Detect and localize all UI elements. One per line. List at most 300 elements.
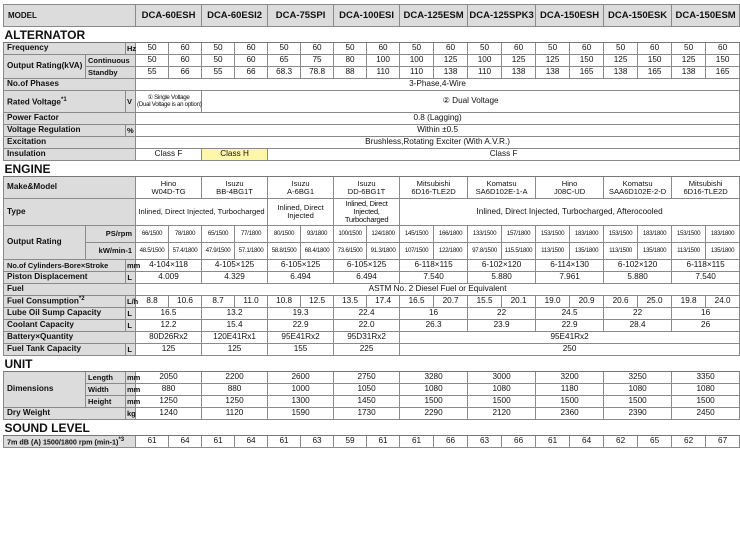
frequency-row [4,43,740,55]
ps-value: 124/1800 [367,225,400,242]
length-value: 3250 [604,371,672,383]
dimensions-label: Dimensions [4,371,86,407]
standby-label: Standby [86,67,136,79]
cylinders-value: 6-105×125 [268,259,334,271]
dry-weight-label: Dry Weight [4,407,126,419]
continuous-value: 150 [706,55,740,67]
cylinders-value: 4-104×118 [136,259,202,271]
sound-level-value: 64 [570,435,604,447]
width-value: 1050 [334,383,400,395]
rated-voltage-unit: V [126,91,136,113]
ps-value: 65/1500 [202,225,235,242]
coolant-value: 15.4 [202,319,268,331]
standby-value: 110 [468,67,502,79]
insulation-label: Insulation [4,149,136,161]
engine-make: Hino J08C-UD [536,177,604,199]
fuel-consumption-value: 10.8 [268,295,301,307]
engine-type-row [4,199,740,226]
battery-value: 80D26Rx2 [136,331,202,343]
fuel-consumption-value: 17.4 [367,295,400,307]
kw-value: 57.1/1800 [235,242,268,259]
ps-value: 153/1500 [604,225,638,242]
model-name: DCA-100ESI [334,5,400,27]
model-name: DCA-150ESH [536,5,604,27]
continuous-value: 125 [536,55,570,67]
engine-make: Komatsu SA6D102E-1-A [468,177,536,199]
height-row [4,395,740,407]
make-model-label: Make&Model [4,177,136,199]
sound-level-value: 65 [638,435,672,447]
model-header-row [4,5,740,27]
kw-value: 113/1500 [604,242,638,259]
section-alternator: ALTERNATOR [4,27,740,43]
frequency-label: Frequency [4,43,126,55]
dual-voltage-value: ② Dual Voltage [202,91,740,113]
displacement-value: 4.329 [202,271,268,283]
dry-weight-value: 2450 [672,407,740,419]
kw-value: 122/1800 [434,242,468,259]
standby-value: 138 [434,67,468,79]
output-continuous-row [4,55,740,67]
battery-value: 95E41Rx2 [268,331,334,343]
kw-value: 135/1800 [638,242,672,259]
insulation-value: Class F [136,149,202,161]
standby-value: 88 [334,67,367,79]
fuel-consumption-row [4,295,740,307]
insulation-value-highlight: Class H [202,149,268,161]
cylinders-unit: mm [127,260,141,270]
coolant-label: Coolant Capacity [4,319,126,331]
fuel-consumption-value: 20.9 [570,295,604,307]
sound-level-value: 61 [536,435,570,447]
sound-level-value: 66 [502,435,536,447]
engine-make: Mitsubishi 6D16-TLE2D [672,177,740,199]
sound-level-row [4,435,740,447]
voltage-regulation-value: Within ±0.5 [136,125,740,137]
sound-level-value: 61 [202,435,235,447]
fuel-tank-unit: L [126,343,136,355]
frequency-value: 50 [136,43,169,55]
ps-value: 153/1500 [536,225,570,242]
fuel-consumption-value: 16.5 [400,295,434,307]
fuel-consumption-value: 11.0 [235,295,268,307]
displacement-value: 7.961 [536,271,604,283]
width-value: 880 [136,383,202,395]
sound-level-value: 61 [268,435,301,447]
excitation-row [4,137,740,149]
length-value: 2600 [268,371,334,383]
frequency-value: 50 [202,43,235,55]
height-value: 1500 [536,395,604,407]
standby-value: 138 [536,67,570,79]
engine-type-value: Inlined, Direct Injected [268,199,334,226]
engine-make: Komatsu SAA6D102E-2-D [604,177,672,199]
fuel-tank-value: 125 [202,343,268,355]
displacement-value: 6.494 [268,271,334,283]
cylinders-value: 6-102×120 [468,259,536,271]
model-label: MODEL [4,5,136,27]
dry-weight-row [4,407,740,419]
height-value: 1500 [604,395,672,407]
fuel-tank-value: 155 [268,343,334,355]
engine-make: Hino W04D-TG [136,177,202,199]
fuel-consumption-value: 10.6 [169,295,202,307]
section-engine: ENGINE [4,161,740,177]
ps-value: 93/1800 [301,225,334,242]
height-value: 1500 [400,395,468,407]
fuel-consumption-value: 12.5 [301,295,334,307]
kw-value: 107/1500 [400,242,434,259]
frequency-value: 60 [169,43,202,55]
frequency-value: 60 [706,43,740,55]
dry-weight-value: 1120 [202,407,268,419]
width-row [4,383,740,395]
excitation-label: Excitation [4,137,136,149]
sound-level-value: 66 [434,435,468,447]
dry-weight-value: 2120 [468,407,536,419]
engine-ps-row [4,225,740,242]
dry-weight-unit: kg [127,408,136,418]
width-value: 1180 [536,383,604,395]
frequency-value: 60 [301,43,334,55]
height-value: 1300 [268,395,334,407]
voltage-regulation-label: Voltage Regulation [4,125,126,137]
length-value: 3000 [468,371,536,383]
dry-weight-value: 2360 [536,407,604,419]
engine-type-label: Type [4,199,136,226]
displacement-value: 4.009 [136,271,202,283]
fuel-row [4,283,740,295]
coolant-value: 26.3 [400,319,468,331]
footnote-mark: *3 [118,437,125,444]
fuel-consumption-value: 15.5 [468,295,502,307]
sound-level-label: 7m dB (A) 1500/1800 rpm $(\min-1)^{*3}$ [4,435,136,447]
fuel-consumption-label: Fuel Consumption$^{*2}$ [4,295,126,307]
voltage-regulation-row [4,125,740,137]
continuous-value: 150 [570,55,604,67]
standby-value: 110 [400,67,434,79]
coolant-value: 28.4 [604,319,672,331]
ps-value: 183/1800 [570,225,604,242]
frequency-value: 50 [268,43,301,55]
excitation-value: Brushless,Rotating Exciter (With A.V.R.) [136,137,740,149]
sound-level-value: 63 [468,435,502,447]
ps-unit: PS/rpm [86,225,136,242]
width-value: 1080 [672,383,740,395]
frequency-unit: Hz [127,43,137,53]
displacement-unit: L [126,271,136,283]
frequency-value: 60 [434,43,468,55]
fuel-tank-value: 250 [400,343,740,355]
fuel-consumption-unit: L/h [127,296,139,306]
kw-value: 113/1500 [536,242,570,259]
battery-value: 95D31Rx2 [334,331,400,343]
continuous-value: 125 [604,55,638,67]
sound-level-value: 59 [334,435,367,447]
kw-value: 73.6/1500 [334,242,367,259]
dry-weight-value: 1240 [136,407,202,419]
section-unit: UNIT [4,355,740,371]
rated-voltage-row [4,91,740,113]
cylinders-value: 6-118×115 [400,259,468,271]
displacement-value: 5.880 [604,271,672,283]
length-row [4,371,740,383]
sound-level-value: 61 [400,435,434,447]
section-sound-level: SOUND LEVEL [4,419,740,435]
coolant-value: 23.9 [468,319,536,331]
width-unit: mm [127,384,141,394]
sound-level-value: 63 [301,435,334,447]
coolant-unit: L [126,319,136,331]
coolant-value: 26 [672,319,740,331]
length-label: Length [86,371,126,383]
sound-level-value: 62 [672,435,706,447]
engine-make: Isuzu BB-4BG1T [202,177,268,199]
sound-level-value: 61 [136,435,169,447]
fuel-consumption-value: 19.8 [672,295,706,307]
frequency-value: 50 [672,43,706,55]
kw-value: 115.5/1800 [502,242,536,259]
width-value: 1080 [604,383,672,395]
model-name: DCA-150ESK [604,5,672,27]
battery-row [4,331,740,343]
cylinders-value: 6-114×130 [536,259,604,271]
fuel-consumption-value: 24.0 [706,295,740,307]
kw-value: 57.4/1800 [169,242,202,259]
width-value: 1080 [400,383,468,395]
dry-weight-value: 1730 [334,407,400,419]
continuous-value: 80 [334,55,367,67]
kw-unit: kW/min-1 [86,242,136,259]
frequency-value: 50 [468,43,502,55]
fuel-tank-value: 125 [136,343,202,355]
frequency-value: 50 [604,43,638,55]
lube-oil-value: 19.3 [268,307,334,319]
engine-make: Isuzu DD-6BG1T [334,177,400,199]
model-name: DCA-75SPI [268,5,334,27]
model-name: DCA-125ESM [400,5,468,27]
fuel-consumption-value: 8.7 [202,295,235,307]
engine-make: Mitsubishi 6D16-TLE2D [400,177,468,199]
standby-value: 78.8 [301,67,334,79]
frequency-value: 60 [367,43,400,55]
sound-level-value: 67 [706,435,740,447]
ps-value: 183/1800 [706,225,740,242]
model-name: DCA-60ESI2 [202,5,268,27]
power-factor-value: 0.8 (Lagging) [136,113,740,125]
displacement-value: 5.880 [468,271,536,283]
model-name: DCA-60ESH [136,5,202,27]
kw-value: 68.4/1800 [301,242,334,259]
lube-oil-value: 22 [468,307,536,319]
kw-value: 135/1800 [706,242,740,259]
battery-label: Battery×Quantity [4,331,136,343]
cylinders-value: 6-118×115 [672,259,740,271]
frequency-value: 50 [400,43,434,55]
insulation-row [4,149,740,161]
standby-value: 165 [706,67,740,79]
lube-oil-value: 13.2 [202,307,268,319]
phases-value: 3-Phase,4-Wire [136,79,740,91]
continuous-value: 150 [638,55,672,67]
height-value: 1250 [202,395,268,407]
standby-value: 55 [202,67,235,79]
ps-value: 80/1500 [268,225,301,242]
lube-oil-label: Lube Oil Sump Capacity [4,307,126,319]
standby-value: 66 [169,67,202,79]
coolant-value: 22.9 [268,319,334,331]
kw-value: 91.3/1800 [367,242,400,259]
lube-oil-value: 16 [400,307,468,319]
standby-value: 165 [570,67,604,79]
width-value: 1080 [468,383,536,395]
standby-value: 138 [502,67,536,79]
fuel-tank-row [4,343,740,355]
length-value: 3280 [400,371,468,383]
ps-value: 100/1500 [334,225,367,242]
battery-value: 120E41Rx1 [202,331,268,343]
engine-type-value: Inlined, Direct Injected, Turbocharged [334,199,400,226]
fuel-tank-value: 225 [334,343,400,355]
continuous-value: 100 [468,55,502,67]
frequency-value: 60 [570,43,604,55]
continuous-value: 65 [268,55,301,67]
standby-value: 66 [235,67,268,79]
width-value: 880 [202,383,268,395]
ps-value: 77/1800 [235,225,268,242]
standby-value: 55 [136,67,169,79]
fuel-consumption-value: 20.1 [502,295,536,307]
fuel-value: ASTM No. 2 Diesel Fuel or Equivalent [136,283,740,295]
ps-value: 166/1800 [434,225,468,242]
kw-value: 58.8/1500 [268,242,301,259]
standby-value: 68.3 [268,67,301,79]
height-unit: mm [127,396,141,406]
kw-value: 47.9/1500 [202,242,235,259]
cylinders-value: 6-105×125 [334,259,400,271]
length-value: 3350 [672,371,740,383]
height-label: Height [86,395,126,407]
frequency-value: 50 [536,43,570,55]
frequency-value: 60 [235,43,268,55]
dry-weight-value: 1590 [268,407,334,419]
power-factor-row [4,113,740,125]
frequency-value: 50 [334,43,367,55]
model-name: DCA-150ESM [672,5,740,27]
height-value: 1500 [672,395,740,407]
lube-oil-value: 16 [672,307,740,319]
battery-value: 95E41Rx2 [400,331,740,343]
cylinders-value: 6-102×120 [604,259,672,271]
length-unit: mm [127,372,141,382]
ps-value: 133/1500 [468,225,502,242]
continuous-value: 50 [136,55,169,67]
rated-voltage-label: Rated Voltage$^{*1}$ [4,91,126,113]
continuous-value: 125 [502,55,536,67]
height-value: 1500 [468,395,536,407]
fuel-label: Fuel [4,283,136,295]
sound-level-value: 62 [604,435,638,447]
height-value: 1250 [136,395,202,407]
width-label: Width [86,383,126,395]
displacement-row [4,271,740,283]
engine-output-label: Output Rating [4,225,86,259]
ps-value: 78/1800 [169,225,202,242]
coolant-value: 12.2 [136,319,202,331]
insulation-value: Class F [268,149,740,161]
sound-level-value: 64 [169,435,202,447]
fuel-consumption-value: 20.7 [434,295,468,307]
fuel-consumption-value: 8.8 [136,295,169,307]
ps-value: 157/1800 [502,225,536,242]
length-value: 2050 [136,371,202,383]
length-value: 2200 [202,371,268,383]
length-value: 3200 [536,371,604,383]
fuel-consumption-value: 13.5 [334,295,367,307]
continuous-value: 100 [400,55,434,67]
length-value: 2750 [334,371,400,383]
continuous-value: 100 [367,55,400,67]
lube-oil-unit: L [126,307,136,319]
ps-value: 153/1500 [672,225,706,242]
spec-table [3,4,740,448]
make-model-row [4,177,740,199]
coolant-value: 22.0 [334,319,400,331]
continuous-value: 50 [202,55,235,67]
continuous-value: 60 [169,55,202,67]
frequency-value: 60 [502,43,536,55]
frequency-value: 60 [638,43,672,55]
voltage-regulation-unit: % [127,125,134,135]
displacement-label: Piston Displacement [4,271,126,283]
sound-level-value: 64 [235,435,268,447]
lube-oil-value: 22 [604,307,672,319]
height-value: 1450 [334,395,400,407]
engine-type-value: Inlined, Direct Injected, Turbocharged [136,199,268,226]
continuous-value: 60 [235,55,268,67]
ps-value: 145/1500 [400,225,434,242]
model-name: DCA-125SPK3 [468,5,536,27]
displacement-value: 6.494 [334,271,400,283]
engine-kw-row [4,242,740,259]
coolant-value: 22.9 [536,319,604,331]
standby-value: 138 [604,67,638,79]
engine-type-value: Inlined, Direct Injected, Turbocharged, Afterocooled [400,199,740,226]
dry-weight-value: 2290 [400,407,468,419]
kw-value: 135/1800 [570,242,604,259]
sound-level-value: 61 [367,435,400,447]
fuel-consumption-value: 25.0 [638,295,672,307]
lube-oil-value: 16.5 [136,307,202,319]
cylinders-value: 4-105×125 [202,259,268,271]
lube-oil-value: 24.5 [536,307,604,319]
power-factor-label: Power Factor [4,113,136,125]
output-standby-row [4,67,740,79]
kw-value: 48.5/1500 [136,242,169,259]
phases-row [4,79,740,91]
fuel-consumption-value: 20.6 [604,295,638,307]
displacement-value: 7.540 [672,271,740,283]
continuous-value: 75 [301,55,334,67]
cylinders-row [4,259,740,271]
standby-value: 110 [367,67,400,79]
cylinders-label: No.of Cylinders-Bore×Stroke [4,259,126,271]
width-value: 1000 [268,383,334,395]
coolant-row [4,319,740,331]
phases-label: No.of Phases [4,79,136,91]
output-rating-label: Output Rating(kVA) [4,55,86,79]
lube-oil-value: 22.4 [334,307,400,319]
